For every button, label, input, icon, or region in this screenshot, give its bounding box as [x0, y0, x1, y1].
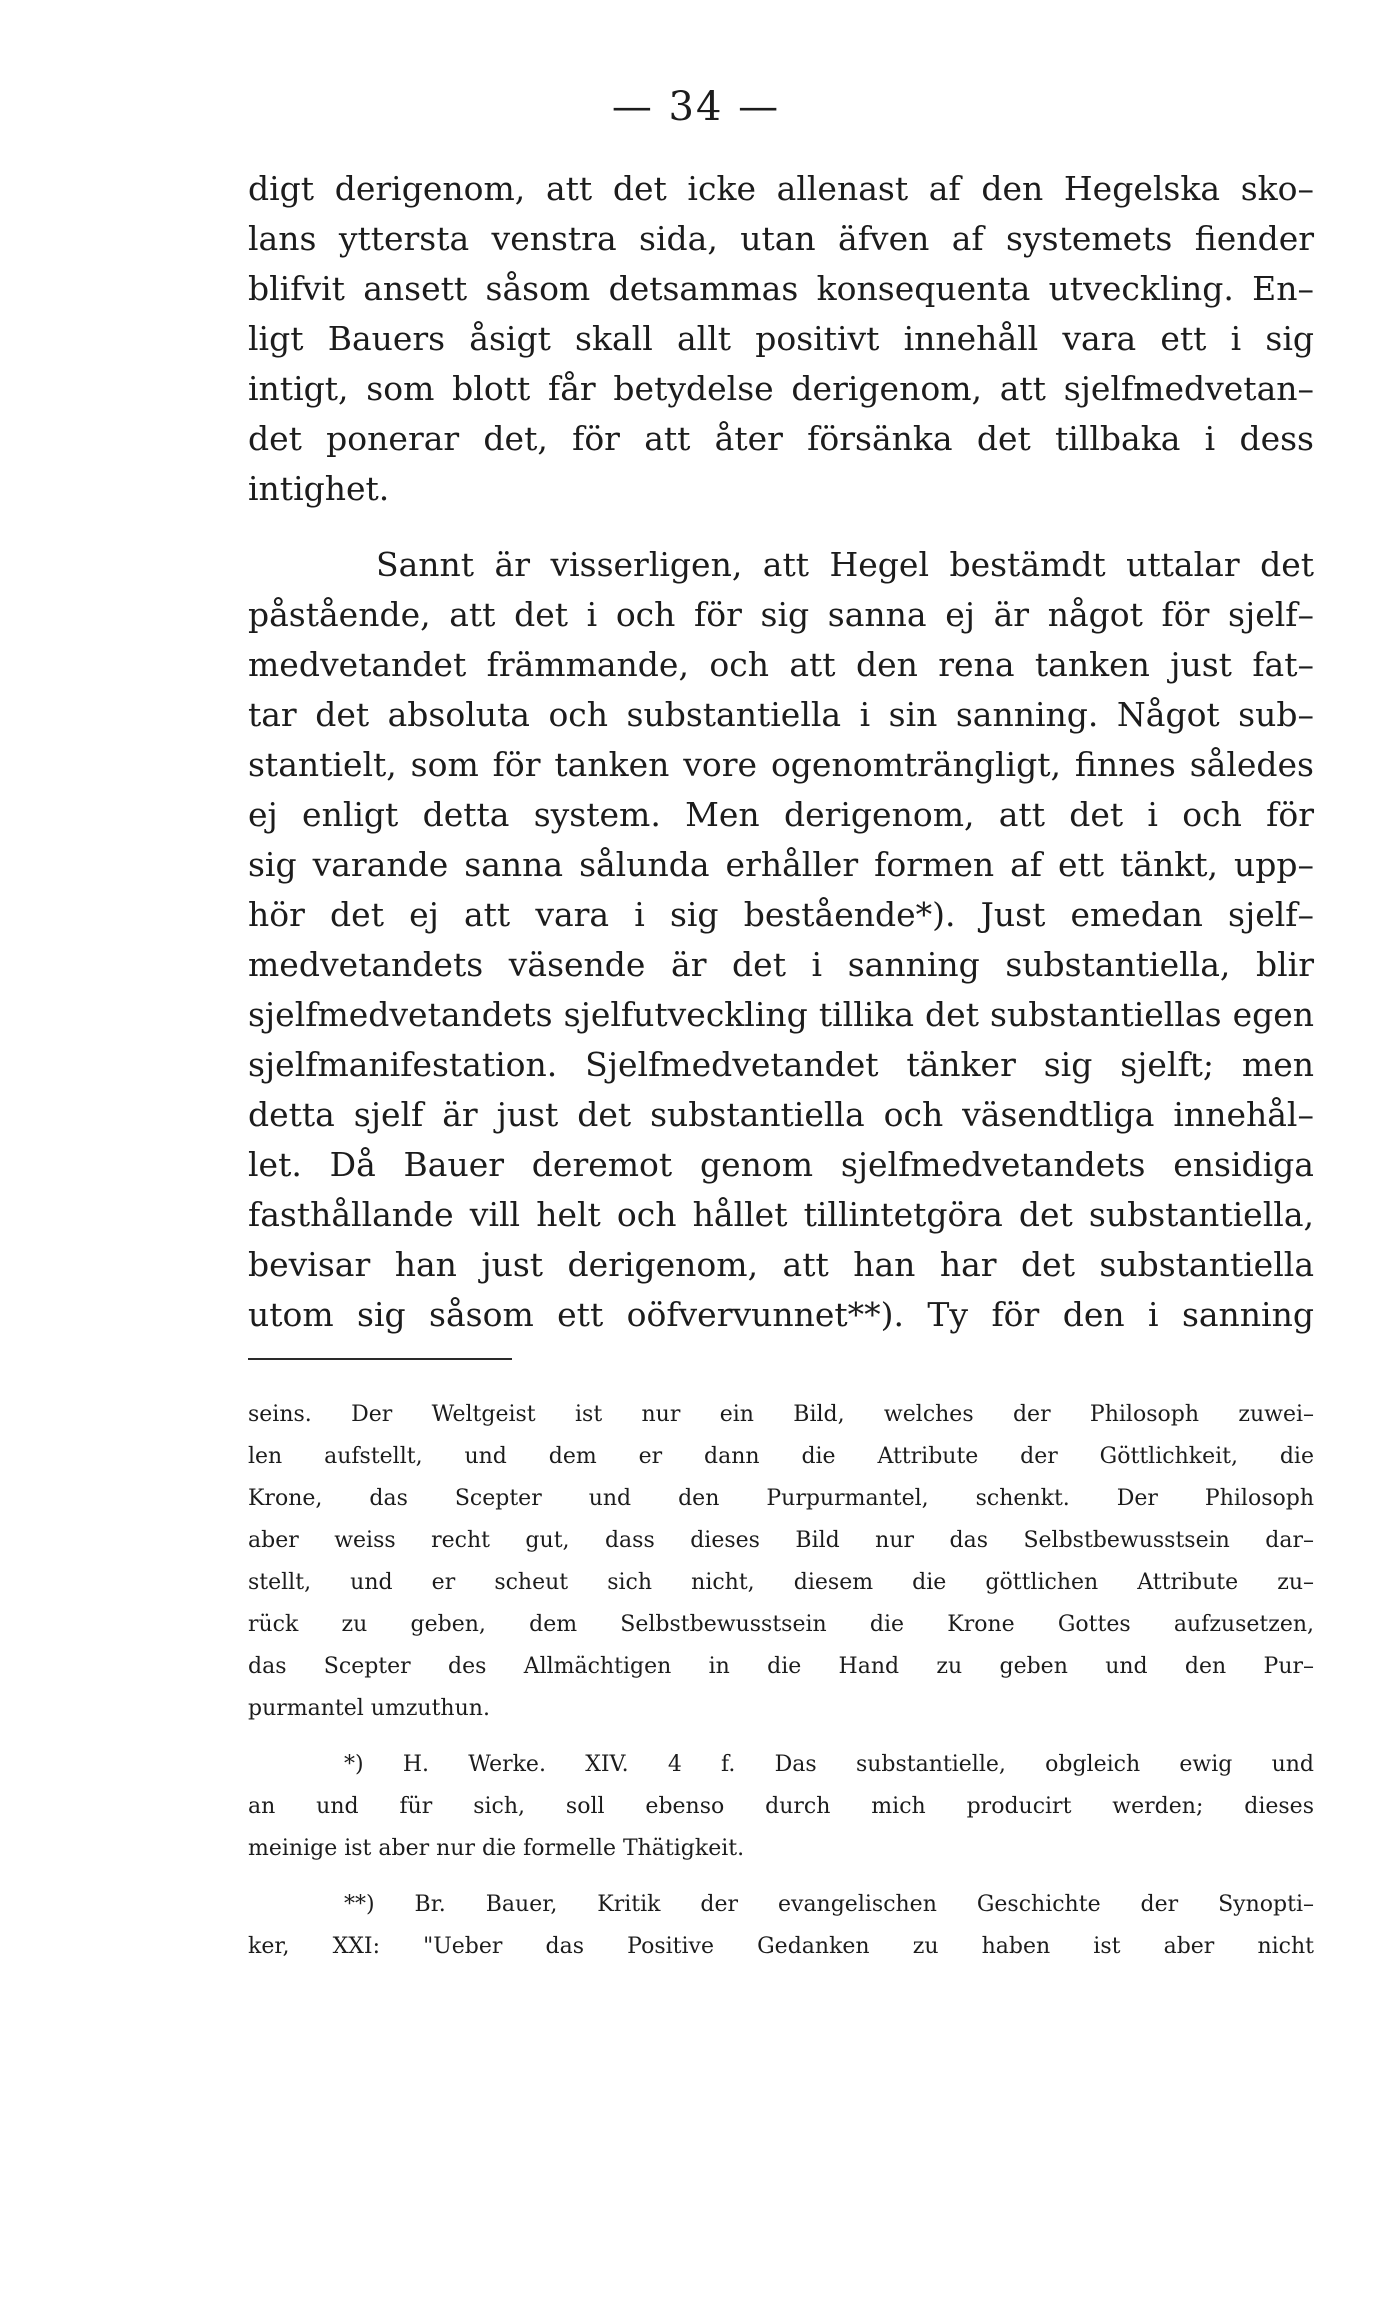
text-line: detta sjelf är just det substantiella och väsendtliga innehål–	[248, 1095, 1314, 1134]
footnotes	[248, 1394, 1314, 1968]
text-line: bevisar han just derigenom, att han har det substantiella	[248, 1245, 1314, 1284]
text-line: påstående, att det i och för sig sanna ej är något för sjelf–	[248, 595, 1314, 634]
footnote-line: an und für sich, soll ebenso durch mich producirt werden; dieses	[248, 1794, 1314, 1819]
text-line: fasthållande vill helt och hållet tillintetgöra det substantiella,	[248, 1195, 1314, 1234]
text-line: medvetandet främmande, och att den rena tanken just fat–	[248, 645, 1314, 684]
text-line: ligt Bauers åsigt skall allt positivt innehåll vara ett i sig	[248, 319, 1314, 358]
footnote-line: das Scepter des Allmächtigen in die Hand zu geben und den Pur–	[248, 1654, 1314, 1679]
text-line: sjelfmedvetandets sjelfutveckling tillika det substantiellas egen	[248, 995, 1314, 1034]
text-line: ej enligt detta system. Men derigenom, att det i och för	[248, 795, 1314, 834]
paragraph-1	[248, 164, 1314, 514]
footnote-divider	[248, 1358, 512, 1360]
footnote-gap	[248, 1870, 1314, 1884]
text-line: sjelfmanifestation. Sjelfmedvetandet tänker sig sjelft; men	[248, 1045, 1314, 1084]
text-line: Sannt är visserligen, att Hegel bestämdt uttalar det	[376, 545, 1314, 584]
text-line: blifvit ansett såsom detsammas konsequenta utveckling. En–	[248, 269, 1314, 308]
footnote-continued	[248, 1394, 1314, 1730]
footnote-line: meinige ist aber nur die formelle Thätigkeit.	[248, 1836, 745, 1861]
text-line: hör det ej att vara i sig bestående*). Just emedan sjelf–	[248, 895, 1314, 934]
footnote-line: aber weiss recht gut, dass dieses Bild nur das Selbstbewusstsein dar–	[248, 1528, 1314, 1553]
footnote-line: len aufstellt, und dem er dann die Attribute der Göttlichkeit, die	[248, 1444, 1314, 1469]
text-line: stantielt, som för tanken vore ogenomträngligt, finnes således	[248, 745, 1314, 784]
page-number: — 34 —	[611, 84, 781, 130]
footnote-line: **) Br. Bauer, Kritik der evangelischen Geschichte der Synopti–	[344, 1892, 1314, 1917]
text-line: det ponerar det, för att åter försänka det tillbaka i dess	[248, 419, 1314, 458]
footnote-line: ker, XXI: "Ueber das Positive Gedanken zu haben ist aber nicht	[248, 1934, 1314, 1959]
footnote-gap	[248, 1730, 1314, 1744]
text-line: lans yttersta venstra sida, utan äfven af systemets fiender	[248, 219, 1314, 258]
text-line: medvetandets väsende är det i sanning substantiella, blir	[248, 945, 1314, 984]
footnote-line: stellt, und er scheut sich nicht, diesem die göttlichen Attribute zu–	[248, 1570, 1314, 1595]
footnote-line: Krone, das Scepter und den Purpurmantel, schenkt. Der Philosoph	[248, 1486, 1314, 1511]
footnote-double-star	[248, 1884, 1314, 1968]
text-line: sig varande sanna sålunda erhåller formen af ett tänkt, upp–	[248, 845, 1314, 884]
text-line: tar det absoluta och substantiella i sin sanning. Något sub–	[248, 695, 1314, 734]
text-line: let. Då Bauer deremot genom sjelfmedvetandets ensidiga	[248, 1145, 1314, 1184]
main-text	[248, 164, 1314, 1340]
footnote-star	[248, 1744, 1314, 1870]
footnote-line: rück zu geben, dem Selbstbewusstsein die Krone Gottes aufzusetzen,	[248, 1612, 1314, 1637]
text-line: utom sig såsom ett oöfvervunnet**). Ty för den i sanning	[248, 1295, 1314, 1334]
text-line: digt derigenom, att det icke allenast af den Hegelska sko–	[248, 169, 1314, 208]
footnote-line: *) H. Werke. XIV. 4 f. Das substantielle, obgleich ewig und	[344, 1752, 1314, 1777]
paragraph-gap	[248, 514, 1314, 540]
footnote-line: seins. Der Weltgeist ist nur ein Bild, welches der Philosoph zuwei–	[248, 1402, 1314, 1427]
text-line: intigt, som blott får betydelse derigenom, att sjelfmedvetan–	[248, 369, 1314, 408]
footnote-line: purmantel umzuthun.	[248, 1696, 490, 1721]
paragraph-2	[248, 540, 1314, 1340]
text-line: intighet.	[248, 469, 390, 508]
